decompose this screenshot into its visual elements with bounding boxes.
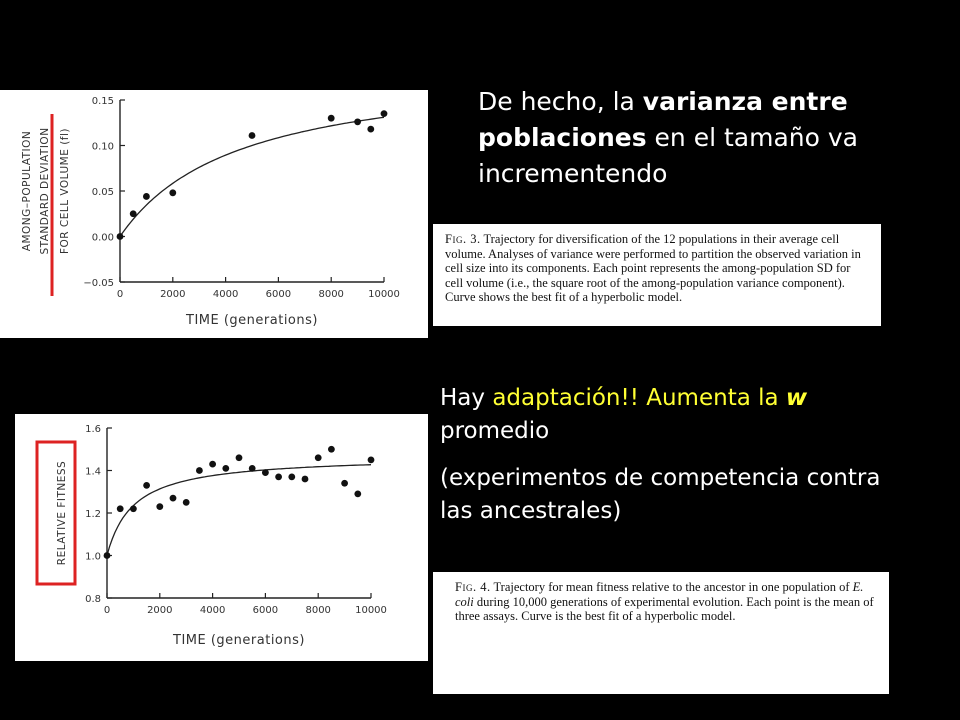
y-tick-label: 0.00 [91, 232, 114, 244]
data-point [130, 210, 137, 217]
adaptation-line [440, 382, 910, 448]
x-tick-label: 0 [103, 605, 111, 616]
data-point [209, 461, 216, 468]
x-tick-label: 4000 [199, 605, 226, 616]
x-tick-label: 6000 [252, 605, 279, 616]
y-axis-label: STANDARD DEVIATION [39, 127, 51, 255]
competition-note: (experimentos de competencia contra las ancestrales) [440, 465, 881, 524]
adaptation-pre: Hay [440, 385, 493, 411]
figure-3-caption [433, 224, 881, 326]
chart-cell-volume-sd [0, 90, 428, 338]
data-point [341, 480, 348, 487]
y-tick-label: 1.4 [85, 466, 101, 478]
figure-3-label: Fig. 3. [445, 232, 481, 246]
data-point [169, 189, 176, 196]
x-tick-label: 4000 [212, 289, 239, 300]
data-point [354, 490, 361, 497]
variance-statement-part1: De hecho, la [478, 87, 643, 116]
x-tick-label: 0 [116, 289, 124, 300]
data-point [130, 505, 137, 512]
figure-4-text-post: during 10,000 generations of experimental evolution. Each point is the mean of three assays. Curve is the best fit of a hyperbolic model. [455, 594, 874, 623]
adaptation-post: promedio [440, 418, 550, 444]
data-point [275, 473, 282, 480]
fitness-symbol-w: w [785, 385, 808, 411]
data-point [156, 503, 163, 510]
x-tick-label: 8000 [305, 605, 331, 616]
x-tick-label: 8000 [318, 289, 344, 300]
x-tick-label: 10000 [355, 605, 387, 616]
figure-4-text-pre: Trajectory for mean fitness relative to the ancestor in one population of [493, 580, 853, 594]
y-tick-label: 0.15 [91, 96, 114, 107]
data-point [328, 115, 335, 122]
data-point [249, 132, 256, 139]
figure-3-text: Trajectory for diversification of the 12 populations in their average cell volume. Analyses of variance were performed to partition the observed variation in cell size into its components. Each point represents the among-population SD for cell volume (i.e., the square root of the among-population variance component). Curve shows the best fit of a hyperbolic model. [445, 232, 861, 304]
y-tick-label: −0.05 [83, 278, 114, 289]
variance-statement-bold: varianza entre poblaciones [478, 87, 848, 152]
x-axis-label: TIME (generations) [186, 313, 318, 328]
data-point [288, 473, 295, 480]
chart-relative-fitness [15, 414, 428, 661]
x-tick-label: 6000 [265, 289, 292, 300]
data-point [367, 126, 374, 133]
y-tick-label: 1.6 [85, 424, 101, 435]
x-tick-label: 2000 [160, 289, 186, 300]
x-tick-label: 2000 [147, 605, 173, 616]
data-point [143, 482, 150, 489]
x-tick-label: 10000 [368, 289, 400, 300]
data-point [236, 454, 243, 461]
data-point [143, 193, 150, 200]
figure-4-caption [433, 572, 889, 694]
adaptation-statement [440, 382, 910, 542]
data-point [302, 476, 309, 483]
data-point [249, 465, 256, 472]
adaptation-highlight: adaptación!! Aumenta la [492, 385, 786, 411]
data-point [104, 552, 111, 559]
data-point [170, 495, 177, 502]
fit-curve [107, 465, 371, 556]
variance-statement [478, 84, 918, 192]
y-axis-label: RELATIVE FITNESS [56, 460, 68, 566]
x-axis-label: TIME (generations) [173, 633, 305, 648]
chart-panel-cell-volume [0, 90, 428, 338]
figure-4-italic: E. coli [455, 580, 864, 609]
figure-4-label: Fig. 4. [455, 580, 491, 594]
data-point [381, 110, 388, 117]
y-tick-label: 1.0 [85, 551, 101, 563]
data-point [222, 465, 229, 472]
data-point [183, 499, 190, 506]
variance-statement-part2: en el tamaño va incrementendo [478, 123, 858, 188]
chart-panel-relative-fitness [15, 414, 428, 661]
data-point [354, 118, 361, 125]
y-axis-label: AMONG–POPULATION [21, 130, 33, 252]
data-point [315, 454, 322, 461]
data-point [328, 446, 335, 453]
data-point [262, 469, 269, 476]
y-tick-label: 1.2 [85, 509, 101, 520]
y-axis-label: FOR CELL VOLUME (fl) [59, 127, 71, 255]
y-tick-label: 0.10 [91, 141, 114, 153]
data-point [117, 505, 124, 512]
data-point [196, 467, 203, 474]
y-tick-label: 0.05 [91, 187, 114, 198]
data-point [117, 233, 124, 240]
y-tick-label: 0.8 [85, 594, 101, 605]
data-point [368, 456, 375, 463]
